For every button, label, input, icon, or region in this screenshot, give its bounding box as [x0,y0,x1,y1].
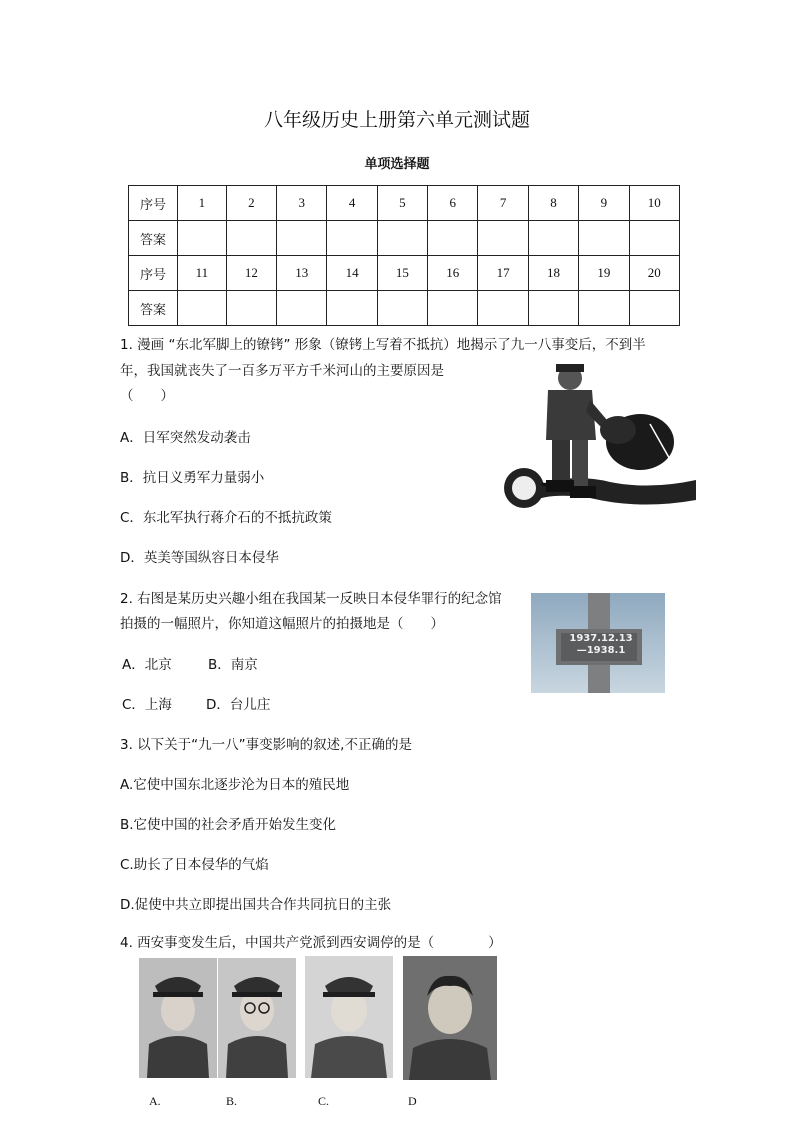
question-1-stem-line1: 1. 漫画 “东北军脚上的镣铐” 形象（镣铐上写着不抵抗）地揭示了九一八事变后，不到半 [120,337,646,353]
table-row [129,221,680,256]
question-number: 2 [226,186,276,221]
question-number: 16 [428,256,478,291]
row-label: 答案 [129,291,178,326]
portrait-officer-c-icon [305,956,393,1078]
row-label: 答案 [129,221,178,256]
answer-table [128,185,680,326]
question-3-option-d[interactable]: D.促使中共立即提出国共合作共同抗日的主张 [120,897,392,913]
answer-cell[interactable] [478,221,528,256]
table-row [129,291,680,326]
answer-cell[interactable] [528,291,578,326]
option-a-caption[interactable]: A. [149,1094,161,1108]
question-number: 11 [178,256,227,291]
row-label: 序号 [129,186,178,221]
question-3-option-c[interactable]: C.助长了日本侵华的气焰 [120,857,269,873]
answer-cell[interactable] [377,221,427,256]
cartoon-soldier-shackle-icon [500,360,696,518]
answer-cell[interactable] [629,221,679,256]
answer-cell[interactable] [277,221,327,256]
answer-cell[interactable] [478,291,528,326]
question-3-option-a[interactable]: A.它使中国东北逐步沦为日本的殖民地 [120,777,350,793]
answer-cell[interactable] [327,221,377,256]
answer-cell[interactable] [428,291,478,326]
question-number: 8 [528,186,578,221]
option-c-caption[interactable]: C. [318,1094,330,1108]
question-number: 1 [178,186,227,221]
table-row [129,256,680,291]
answer-cell[interactable] [579,291,629,326]
answer-cell[interactable] [327,291,377,326]
portrait-leader-d-icon [403,956,497,1080]
section-title: 单项选择题 [364,157,430,172]
answer-cell[interactable] [629,291,679,326]
question-number: 18 [528,256,578,291]
memorial-cross-photo [531,593,665,693]
answer-cell[interactable] [277,291,327,326]
question-number: 7 [478,186,528,221]
question-2-option-c[interactable]: C．上海 [122,697,172,713]
question-number: 13 [277,256,327,291]
question-number: 15 [377,256,427,291]
question-number: 17 [478,256,528,291]
question-number: 19 [579,256,629,291]
question-2-option-d[interactable]: D．台儿庄 [206,697,271,713]
answer-cell[interactable] [428,221,478,256]
question-3-stem: 3. 以下关于“九一八”事变影响的叙述,不正确的是 [120,737,412,753]
question-1-stem-line2: 年，我国就丧失了一百多万平方千米河山的主要原因是 [120,363,444,379]
question-2-stem-line1: 2. 右图是某历史兴趣小组在我国某一反映日本侵华罪行的纪念馆 [120,591,502,607]
question-number: 5 [377,186,427,221]
question-1-option-b[interactable]: B．抗日义勇军力量弱小 [120,470,265,486]
question-number: 3 [277,186,327,221]
answer-cell[interactable] [226,291,276,326]
question-number: 6 [428,186,478,221]
question-1-option-d[interactable]: D．英美等国纵容日本侵华 [120,550,279,566]
question-1-bracket: （ ） [120,388,174,404]
answer-cell[interactable] [178,221,227,256]
memorial-date-inscription [565,633,637,657]
question-1-option-a[interactable]: A．日军突然发动袭击 [120,430,251,446]
page-title: 八年级历史上册第六单元测试题 [263,109,530,131]
question-2-option-a[interactable]: A．北京 [122,657,172,673]
row-label: 序号 [129,256,178,291]
question-number: 20 [629,256,679,291]
answer-cell[interactable] [579,221,629,256]
answer-cell[interactable] [178,291,227,326]
option-d-caption[interactable]: D [408,1094,417,1108]
answer-cell[interactable] [528,221,578,256]
question-number: 10 [629,186,679,221]
question-number: 14 [327,256,377,291]
inscription-line-1: 1937.12.13 [569,633,633,644]
inscription-line-2: —1938.1 [576,645,626,656]
option-b-caption[interactable]: B. [226,1094,238,1108]
table-row [129,186,680,221]
question-2-option-b[interactable]: B．南京 [208,657,258,673]
answer-cell[interactable] [377,291,427,326]
question-4-stem: 4. 西安事变发生后，中国共产党派到西安调停的是（ ） [120,935,502,951]
portrait-officer-b-icon [218,958,296,1078]
question-3-option-b[interactable]: B.它使中国的社会矛盾开始发生变化 [120,817,337,833]
question-number: 12 [226,256,276,291]
question-number: 9 [579,186,629,221]
question-1-option-c[interactable]: C．东北军执行蒋介石的不抵抗政策 [120,510,332,526]
question-2-stem-line2: 拍摄的一幅照片，你知道这幅照片的拍摄地是（ ） [120,616,444,632]
answer-cell[interactable] [226,221,276,256]
portrait-officer-a-icon [139,958,217,1078]
question-number: 4 [327,186,377,221]
